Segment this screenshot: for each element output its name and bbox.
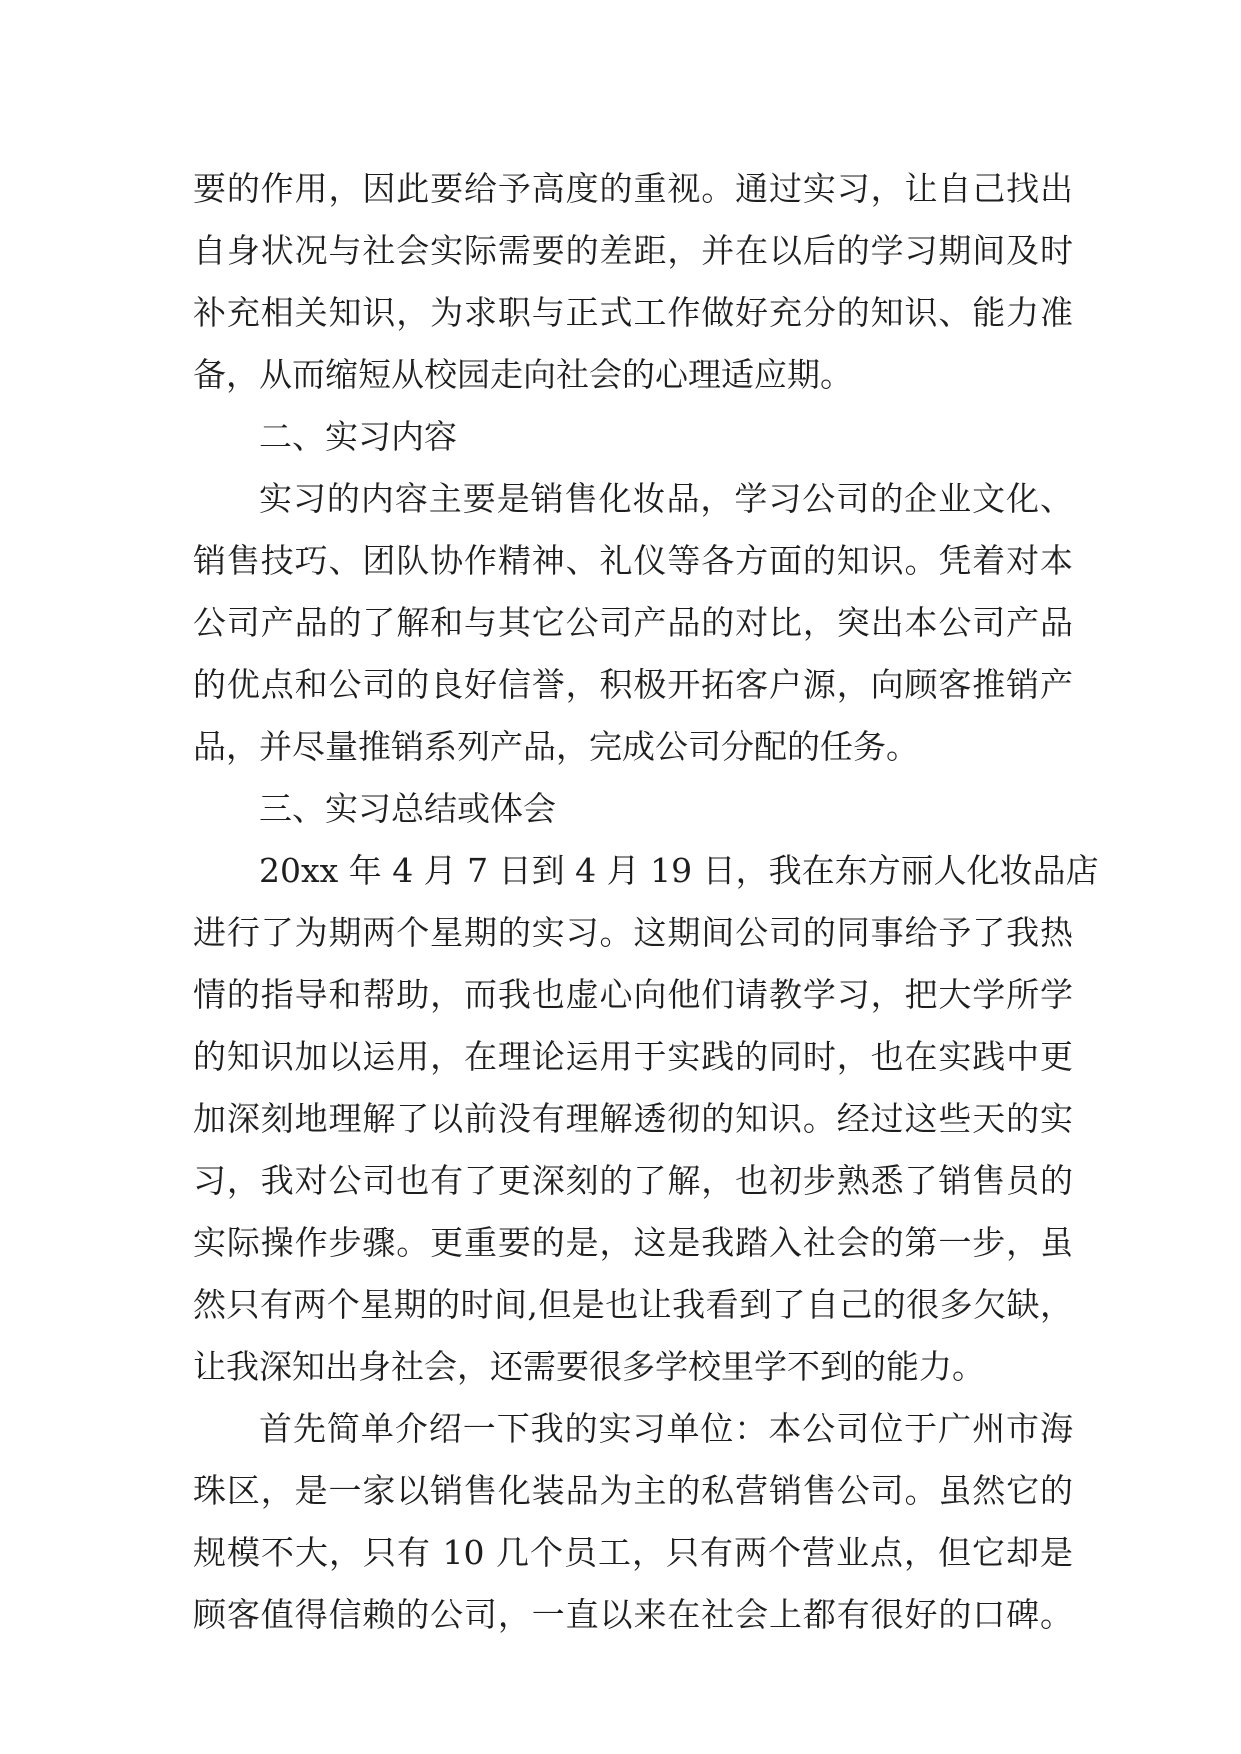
text-line: 顾客值得信赖的公司，一直以来在社会上都有很好的口碑。 [193,1595,1073,1634]
section-heading: 二、实习内容 [259,417,457,456]
text-line: 品，并尽量推销系列产品，完成公司分配的任务。 [193,727,919,766]
text-line: 要的作用，因此要给予高度的重视。通过实习，让自己找出 [193,169,1073,208]
text-line: 进行了为期两个星期的实习。这期间公司的同事给予了我热 [193,913,1073,952]
section-heading: 三、实习总结或体会 [259,789,556,828]
text-line: 实习的内容主要是销售化妆品，学习公司的企业文化、 [259,479,1073,518]
text-line: 销售技巧、团队协作精神、礼仪等各方面的知识。凭着对本 [193,541,1073,580]
text-line: 然只有两个星期的时间,但是也让我看到了自己的很多欠缺， [193,1285,1073,1324]
text-line: 首先简单介绍一下我的实习单位：本公司位于广州市海 [259,1409,1073,1448]
text-line: 的优点和公司的良好信誉，积极开拓客户源，向顾客推销产 [193,665,1073,704]
text-line: 规模不大，只有 10 几个员工，只有两个营业点，但它却是 [193,1533,1073,1572]
text-line: 自身状况与社会实际需要的差距，并在以后的学习期间及时 [193,231,1073,270]
text-line: 补充相关知识，为求职与正式工作做好充分的知识、能力准 [193,293,1073,332]
text-line: 让我深知出身社会，还需要很多学校里学不到的能力。 [193,1347,985,1386]
document-body [193,158,1099,1646]
text-line: 备，从而缩短从校园走向社会的心理适应期。 [193,355,853,394]
text-line: 实际操作步骤。更重要的是，这是我踏入社会的第一步，虽 [193,1223,1073,1262]
text-line: 习，我对公司也有了更深刻的了解，也初步熟悉了销售员的 [193,1161,1073,1200]
text-line: 情的指导和帮助，而我也虚心向他们请教学习，把大学所学 [193,975,1073,1014]
text-line: 20xx 年 4 月 7 日到 4 月 19 日，我在东方丽人化妆品店 [259,851,1099,890]
text-line: 珠区，是一家以销售化装品为主的私营销售公司。虽然它的 [193,1471,1073,1510]
text-line: 加深刻地理解了以前没有理解透彻的知识。经过这些天的实 [193,1099,1073,1138]
text-line: 的知识加以运用，在理论运用于实践的同时，也在实践中更 [193,1037,1073,1076]
text-line: 公司产品的了解和与其它公司产品的对比，突出本公司产品 [193,603,1073,642]
